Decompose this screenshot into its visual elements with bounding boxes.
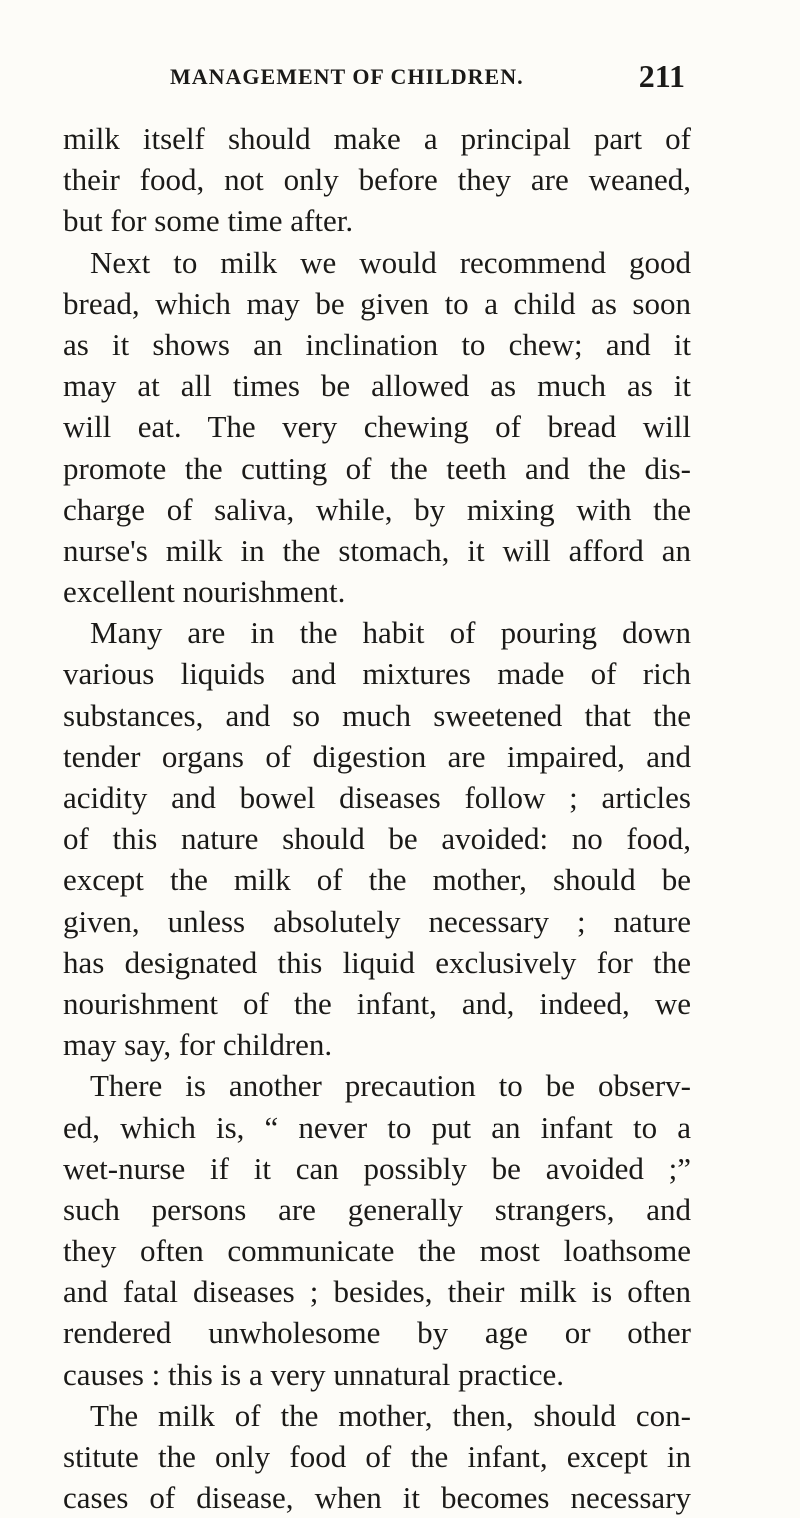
text-line: their food, not only before they are weaned, [63,162,691,198]
text-line: nurse's milk in the stomach, it will afford an [63,532,691,568]
text-line: Next to milk we would recommend good [90,244,691,280]
text-line: Many are in the habit of pouring down [90,615,691,651]
text-line: will eat. The very chewing of bread will [63,409,691,445]
text-line: causes : this is a very unnatural practice. [63,1356,564,1392]
text-line: bread, which may be given to a child as soon [63,285,691,321]
text-line: has designated this liquid exclusively for the [63,944,691,980]
text-line: charge of saliva, while, by mixing with the [63,491,691,527]
text-line: they often communicate the most loathsome [63,1233,691,1269]
text-line: promote the cutting of the teeth and the dis- [63,450,691,486]
page-number: 211 [638,58,685,94]
text-line: of this nature should be avoided: no food, [63,821,691,857]
text-line: excellent nourishment. [63,574,346,610]
text-line: and fatal diseases ; besides, their milk is often [63,1274,691,1310]
text-line: rendered unwholesome by age or other [63,1315,691,1351]
text-line: The milk of the mother, then, should con- [90,1397,691,1433]
running-title: MANAGEMENT OF CHILDREN. [170,64,524,89]
text-line: except the milk of the mother, should be [63,862,691,898]
text-line: ed, which is, “ never to put an infant to a [63,1109,691,1145]
text-line: various liquids and mixtures made of rich [63,656,691,692]
text-line: stitute the only food of the infant, except in [63,1439,691,1474]
text-line: may say, for children. [63,1027,333,1063]
text-line: There is another precaution to be observ- [90,1068,691,1104]
running-head [170,58,685,102]
text-line: such persons are generally strangers, and [63,1191,691,1227]
text-line: nourishment of the infant, and, indeed, we [63,985,691,1021]
text-line: wet-nurse if it can possibly be avoided ;” [63,1150,691,1186]
text-line: may at all times be allowed as much as it [63,368,691,404]
body-text [63,118,691,1518]
text-line: but for some time after. [63,203,354,239]
text-line: as it shows an inclination to chew; and it [63,326,691,362]
text-line: cases of disease, when it becomes necessary [63,1480,691,1516]
text-line: milk itself should make a principal part of [63,121,691,156]
text-line: substances, and so much sweetened that the [63,697,691,733]
text-line: given, unless absolutely necessary ; nature [63,903,691,939]
text-line: tender organs of digestion are impaired, and [63,738,691,774]
text-line: acidity and bowel diseases follow ; articles [63,780,691,815]
